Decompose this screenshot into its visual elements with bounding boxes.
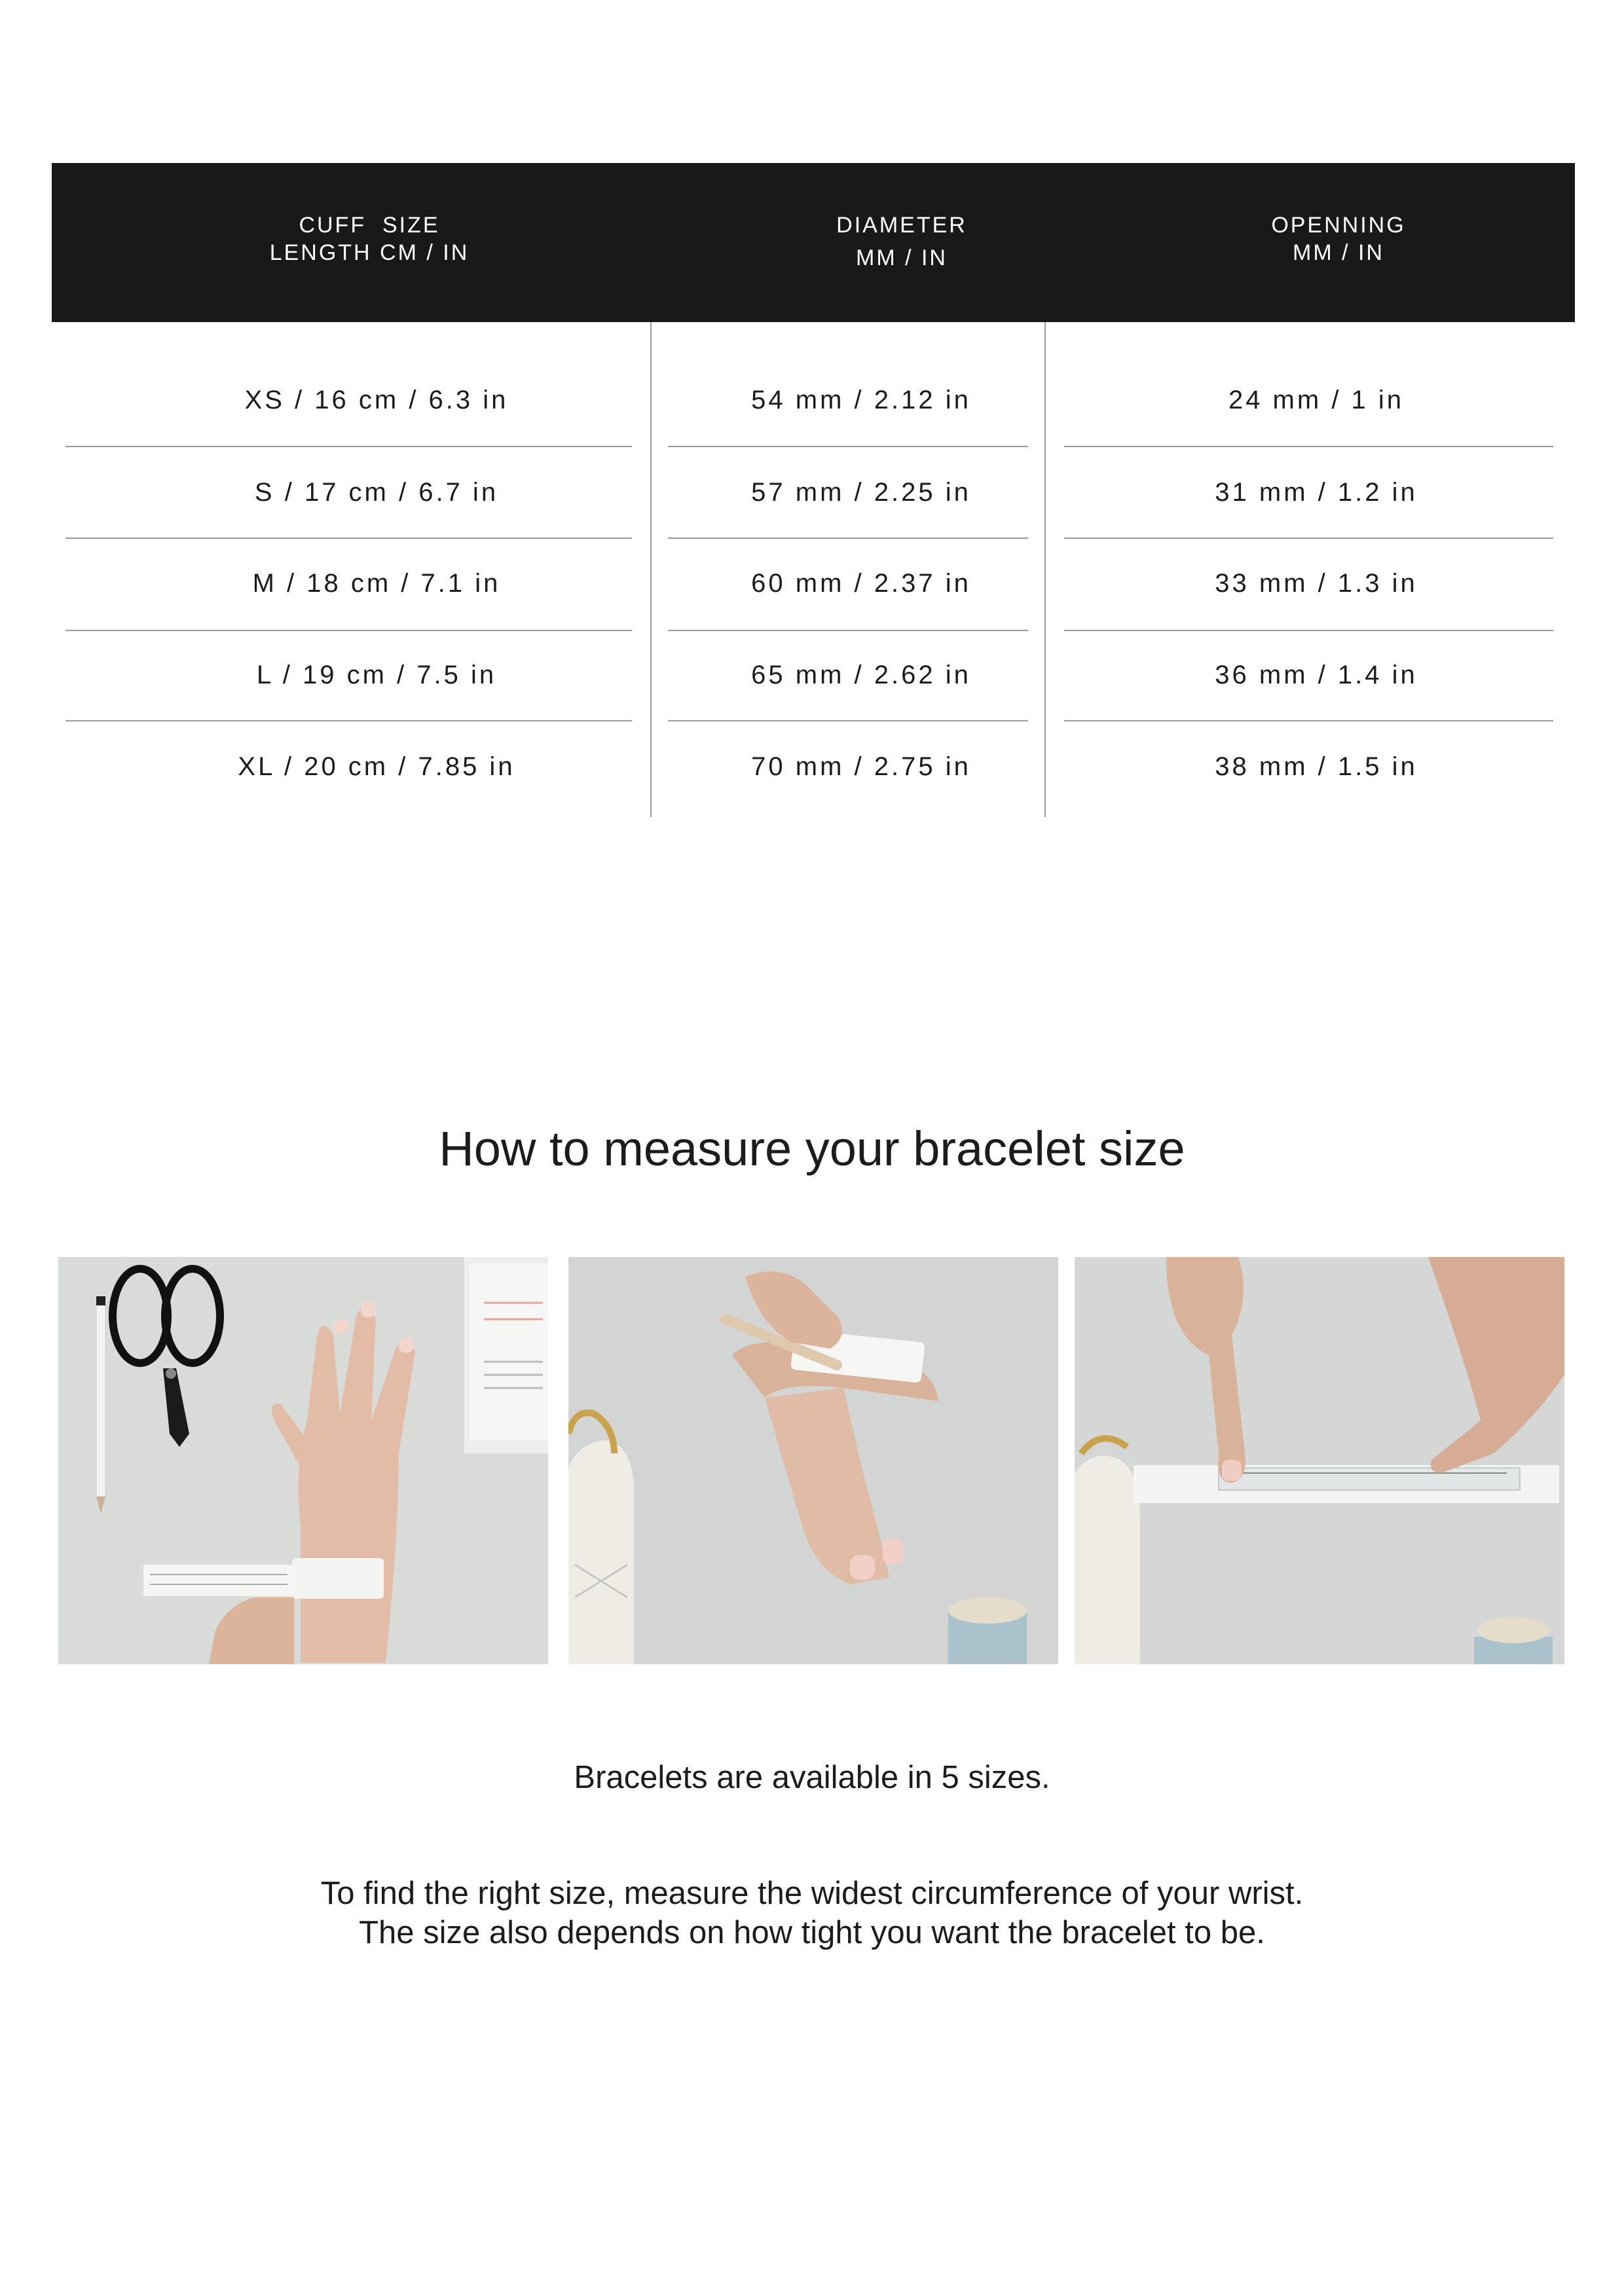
row-divider (65, 630, 632, 631)
opening-cell: 33 mm / 1.3 in (1215, 569, 1418, 598)
opening-cell: 38 mm / 1.5 in (1215, 752, 1418, 781)
section-title: How to measure your bracelet size (439, 1121, 1185, 1176)
measuring-strip-with-ruler-photo (1075, 1257, 1564, 1664)
size-table-header (52, 163, 1575, 322)
row-divider (668, 538, 1028, 539)
header-cuff-size-title: CUFF SIZE (299, 213, 440, 238)
cuff-size-cell: XS / 16 cm / 6.3 in (244, 386, 509, 414)
header-diameter (650, 163, 1154, 322)
opening-cell: 24 mm / 1 in (1228, 386, 1405, 414)
header-opening-unit: MM / IN (1293, 240, 1384, 265)
header-opening (1102, 163, 1575, 322)
cuff-size-cell: M / 18 cm / 7.1 in (252, 569, 501, 598)
header-cuff-size (52, 163, 687, 322)
diameter-cell: 57 mm / 2.25 in (751, 478, 971, 507)
cuff-size-cell: XL / 20 cm / 7.85 in (238, 752, 515, 781)
row-divider (668, 720, 1028, 721)
header-diameter-title: DIAMETER (836, 213, 967, 238)
row-divider (1064, 538, 1553, 539)
row-divider (668, 630, 1028, 631)
cuff-size-cell: S / 17 cm / 6.7 in (254, 478, 499, 507)
row-divider (65, 720, 632, 721)
measure-instruction-text: To find the right size, measure the widest circumference of your wrist. (320, 1876, 1304, 1911)
row-divider (1064, 630, 1553, 631)
diameter-cell: 70 mm / 2.75 in (751, 752, 971, 781)
opening-cell: 31 mm / 1.2 in (1215, 478, 1418, 507)
diameter-cell: 65 mm / 2.62 in (751, 661, 971, 689)
sizes-available-text: Bracelets are available in 5 sizes. (574, 1760, 1050, 1795)
header-cuff-size-unit: LENGTH CM / IN (269, 240, 470, 265)
opening-cell: 36 mm / 1.4 in (1215, 661, 1418, 689)
cuff-size-cell: L / 19 cm / 7.5 in (256, 661, 497, 689)
paper-strip-around-wrist-photo (58, 1257, 548, 1664)
row-divider (65, 446, 632, 447)
row-divider (1064, 446, 1553, 447)
marking-paper-strip-photo (568, 1257, 1058, 1664)
row-divider (668, 446, 1028, 447)
row-divider (1064, 720, 1553, 721)
diameter-cell: 54 mm / 2.12 in (751, 386, 971, 414)
row-divider (65, 538, 632, 539)
header-opening-title: OPENNING (1271, 213, 1406, 238)
header-diameter-unit: MM / IN (856, 246, 948, 270)
fit-preference-text: The size also depends on how tight you want the bracelet to be. (359, 1915, 1265, 1950)
diameter-cell: 60 mm / 2.37 in (751, 569, 971, 598)
